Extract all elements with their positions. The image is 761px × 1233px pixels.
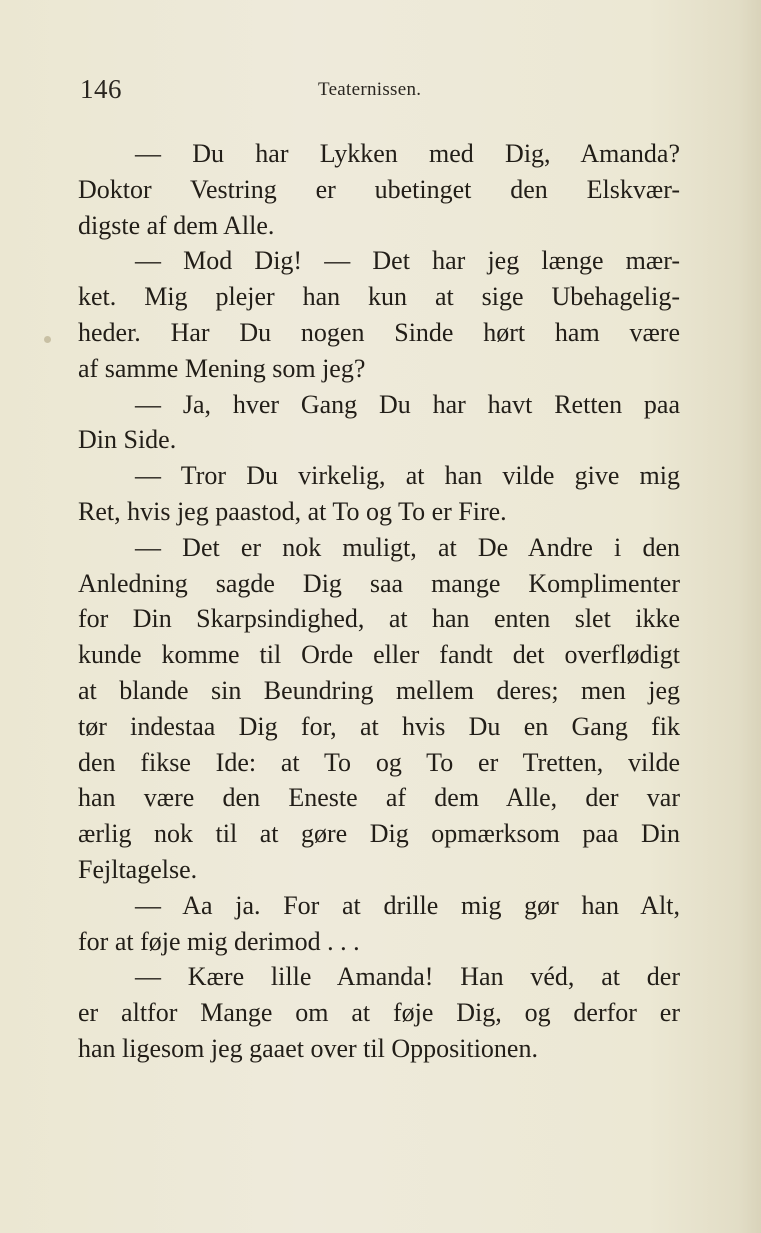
text-line: — Aa ja. For at drille mig gør han Alt, bbox=[135, 890, 680, 920]
text-line: — Mod Dig! — Det har jeg længe mær- bbox=[135, 246, 680, 276]
text-line: — Det er nok muligt, at De Andre i den bbox=[135, 532, 680, 562]
text-line: at blande sin Beundring mellem deres; men jeg bbox=[78, 675, 680, 705]
text-line: — Du har Lykken med Dig, Amanda? bbox=[135, 139, 680, 168]
text-line: den fikse Ide: at To og To er Tretten, vilde bbox=[78, 747, 680, 777]
text-line: Ret, hvis jeg paastod, at To og To er Fire. bbox=[78, 496, 507, 526]
text-line: af samme Mening som jeg? bbox=[78, 353, 366, 383]
running-title: Teaternissen. bbox=[318, 79, 422, 100]
text-line: han ligesom jeg gaaet over til Oppositionen. bbox=[78, 1033, 538, 1063]
text-line: Din Side. bbox=[78, 425, 177, 455]
text-line: Fejltagelse. bbox=[78, 854, 198, 884]
text-line: Anledning sagde Dig saa mange Komplimenter bbox=[78, 568, 680, 598]
text-line: ærlig nok til at gøre Dig opmærksom paa Din bbox=[78, 819, 680, 849]
text-line: — Ja, hver Gang Du har havt Retten paa bbox=[135, 389, 680, 419]
text-line: for Din Skarpsindighed, at han enten slet ikke bbox=[78, 604, 680, 634]
page-header bbox=[80, 74, 680, 108]
text-line: kunde komme til Orde eller fandt det overflødigt bbox=[78, 640, 680, 670]
text-line: heder. Har Du nogen Sinde hørt ham være bbox=[78, 317, 680, 347]
text-line: han være den Eneste af dem Alle, der var bbox=[78, 783, 680, 813]
text-line: for at føje mig derimod . . . bbox=[78, 926, 360, 956]
text-line: tør indestaa Dig for, at hvis Du en Gang fik bbox=[78, 711, 680, 741]
text-line: digste af dem Alle. bbox=[78, 210, 275, 240]
page-number: 146 bbox=[80, 74, 122, 104]
text-line: er altfor Mange om at føje Dig, og derfor er bbox=[78, 998, 680, 1028]
body-text bbox=[78, 136, 680, 1067]
text-line: ket. Mig plejer han kun at sige Ubehagelig- bbox=[78, 282, 680, 312]
margin-speck bbox=[44, 336, 51, 343]
text-line: — Tror Du virkelig, at han vilde give mig bbox=[135, 461, 680, 491]
text-line: Doktor Vestring er ubetinget den Elskvær- bbox=[78, 174, 680, 204]
text-line: — Kære lille Amanda! Han véd, at der bbox=[135, 962, 680, 992]
